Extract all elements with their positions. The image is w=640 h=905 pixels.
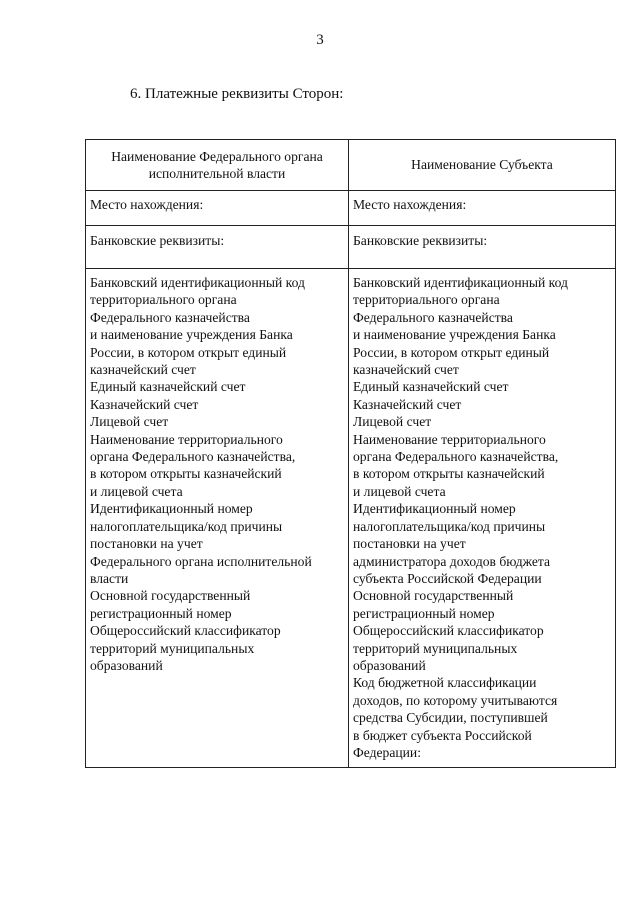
- details-left-line: Общероссийский классификатор: [90, 623, 281, 639]
- header-subject-cell: Наименование Субъекта: [349, 140, 616, 191]
- details-right-line: Банковский идентификационный код: [353, 275, 568, 290]
- details-right-line: органа Федерального казначейства,: [353, 449, 559, 465]
- details-right-line: администратора доходов бюджета: [353, 553, 551, 569]
- details-left-line: территориального органа: [90, 292, 237, 308]
- details-right-line: Федерального казначейства: [353, 309, 513, 325]
- details-left-line: Наименование территориального: [90, 431, 283, 447]
- location-left-cell: Место нахождения:: [86, 191, 349, 226]
- details-left-line: в котором открыты казначейский: [90, 466, 282, 482]
- details-left-cell: [86, 269, 349, 768]
- details-left-line: и лицевой счета: [90, 483, 183, 499]
- header-federal-body-cell: [86, 140, 349, 191]
- details-left-line: Идентификационный номер: [90, 501, 253, 517]
- details-right-line: субъекта Российской Федерации: [353, 570, 542, 586]
- details-right-line: Наименование территориального: [353, 431, 546, 447]
- details-right-line: территорий муниципальных: [353, 640, 518, 656]
- payment-requisites-table: [85, 139, 616, 768]
- section-heading: 6. Платежные реквизиты Сторон:: [130, 86, 344, 102]
- table-row-location: [86, 191, 616, 226]
- details-right-line: средства Субсидии, поступившей: [353, 710, 548, 726]
- details-left-line: постановки на учет: [90, 536, 203, 552]
- details-left-line: России, в котором открыт единый: [90, 344, 287, 360]
- details-right-line: доходов, по которому учитываются: [353, 692, 558, 708]
- details-left-line: Федерального органа исполнительной: [90, 553, 312, 569]
- header-federal-body-line: Наименование Федерального органа: [111, 148, 323, 164]
- details-right-line: Основной государственный: [353, 588, 514, 604]
- details-left-line: регистрационный номер: [90, 605, 232, 621]
- details-left-line: Казначейский счет: [90, 396, 199, 412]
- details-right-line: Общероссийский классификатор: [353, 623, 544, 639]
- details-right-line: в котором открыты казначейский: [353, 466, 545, 482]
- table-header-row: [86, 140, 616, 191]
- details-right-line: образований: [353, 657, 426, 673]
- details-left-line: Банковский идентификационный код: [90, 275, 305, 290]
- details-left-line: власти: [90, 570, 129, 586]
- details-right-line: постановки на учет: [353, 536, 466, 552]
- details-right-line: Код бюджетной классификации: [353, 675, 537, 691]
- details-left-line: территорий муниципальных: [90, 640, 255, 656]
- details-left-line: и наименование учреждения Банка: [90, 327, 293, 343]
- details-right-line: налогоплательщика/код причины: [353, 518, 546, 534]
- bank-requisites-right-cell: Банковские реквизиты:: [349, 226, 616, 269]
- details-right-line: и наименование учреждения Банка: [353, 327, 556, 343]
- header-federal-body-line: исполнительной власти: [148, 166, 286, 181]
- bank-requisites-left-cell: Банковские реквизиты:: [86, 226, 349, 269]
- details-left-line: образований: [90, 657, 163, 673]
- details-left-line: налогоплательщика/код причины: [90, 518, 283, 534]
- details-right-line: территориального органа: [353, 292, 500, 308]
- details-right-line: казначейский счет: [353, 362, 459, 378]
- details-left-line: Основной государственный: [90, 588, 251, 604]
- details-right-line: России, в котором открыт единый: [353, 344, 550, 360]
- table-row-details: [86, 269, 616, 768]
- details-left-line: Федерального казначейства: [90, 309, 250, 325]
- details-left-line: Лицевой счет: [90, 414, 169, 430]
- details-left-line: Единый казначейский счет: [90, 379, 246, 395]
- details-right-line: Федерации:: [353, 744, 421, 760]
- table-row-bank-requisites: [86, 226, 616, 269]
- details-right-line: в бюджет субъекта Российской: [353, 727, 532, 743]
- details-left-line: органа Федерального казначейства,: [90, 449, 296, 465]
- details-right-line: Идентификационный номер: [353, 501, 516, 517]
- page-number: 3: [316, 32, 324, 48]
- details-right-cell: [349, 269, 616, 768]
- details-right-line: и лицевой счета: [353, 483, 446, 499]
- details-right-line: Лицевой счет: [353, 414, 432, 430]
- details-right-line: Единый казначейский счет: [353, 379, 509, 395]
- location-right-cell: Место нахождения:: [349, 191, 616, 226]
- details-right-line: регистрационный номер: [353, 605, 495, 621]
- details-right-line: Казначейский счет: [353, 396, 462, 412]
- details-left-line: казначейский счет: [90, 362, 196, 378]
